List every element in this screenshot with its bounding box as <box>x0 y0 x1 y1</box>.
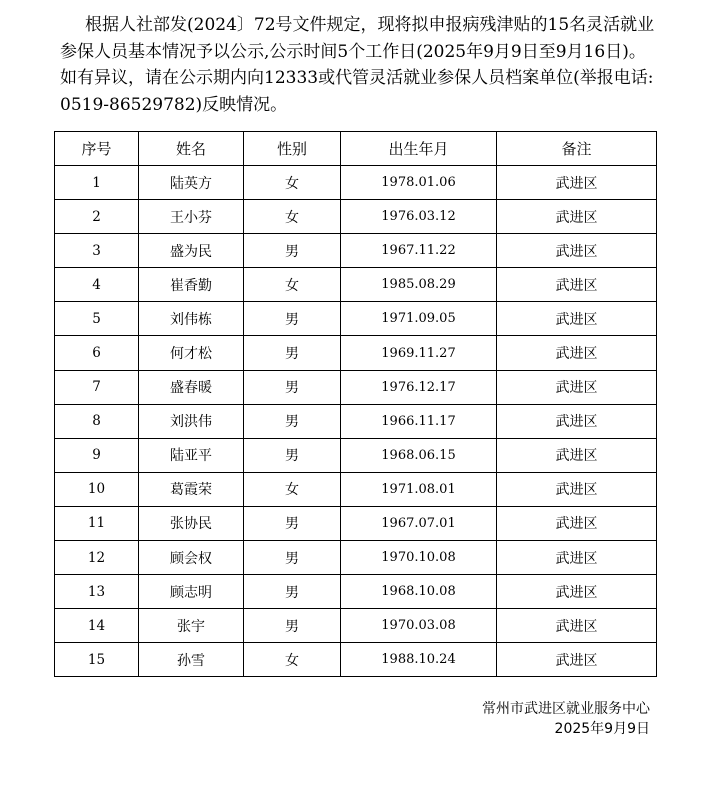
cell-index: 11 <box>55 506 139 540</box>
cell-gender: 女 <box>244 268 341 302</box>
cell-birth-date: 1971.09.05 <box>341 302 497 336</box>
cell-remarks: 武进区 <box>497 370 657 404</box>
cell-index: 13 <box>55 575 139 609</box>
cell-remarks: 武进区 <box>497 302 657 336</box>
cell-remarks: 武进区 <box>497 268 657 302</box>
cell-gender: 男 <box>244 541 341 575</box>
header-gender: 性别 <box>244 132 341 166</box>
table-row <box>55 609 657 643</box>
cell-gender: 男 <box>244 336 341 370</box>
cell-name: 崔香勤 <box>139 268 244 302</box>
cell-remarks: 武进区 <box>497 404 657 438</box>
cell-name: 陆英方 <box>139 166 244 200</box>
cell-birth-date: 1978.01.06 <box>341 166 497 200</box>
cell-birth-date: 1969.11.27 <box>341 336 497 370</box>
cell-name: 顾会权 <box>139 541 244 575</box>
cell-birth-date: 1970.10.08 <box>341 541 497 575</box>
cell-index: 10 <box>55 472 139 506</box>
cell-gender: 男 <box>244 575 341 609</box>
cell-birth-date: 1966.11.17 <box>341 404 497 438</box>
cell-birth-date: 1967.07.01 <box>341 506 497 540</box>
table-row <box>55 404 657 438</box>
cell-gender: 男 <box>244 370 341 404</box>
cell-index: 12 <box>55 541 139 575</box>
cell-gender: 男 <box>244 404 341 438</box>
cell-name: 刘伟栋 <box>139 302 244 336</box>
cell-remarks: 武进区 <box>497 541 657 575</box>
cell-birth-date: 1976.12.17 <box>341 370 497 404</box>
cell-name: 刘洪伟 <box>139 404 244 438</box>
cell-name: 盛为民 <box>139 234 244 268</box>
table-row <box>55 643 657 677</box>
cell-index: 9 <box>55 438 139 472</box>
cell-remarks: 武进区 <box>497 200 657 234</box>
table-row <box>55 268 657 302</box>
cell-remarks: 武进区 <box>497 506 657 540</box>
cell-name: 葛霞荣 <box>139 472 244 506</box>
cell-birth-date: 1988.10.24 <box>341 643 497 677</box>
header-birth-date: 出生年月 <box>341 132 497 166</box>
table-row <box>55 506 657 540</box>
cell-gender: 男 <box>244 609 341 643</box>
cell-index: 2 <box>55 200 139 234</box>
cell-gender: 女 <box>244 166 341 200</box>
cell-gender: 男 <box>244 302 341 336</box>
cell-index: 14 <box>55 609 139 643</box>
cell-index: 15 <box>55 643 139 677</box>
cell-birth-date: 1970.03.08 <box>341 609 497 643</box>
cell-index: 6 <box>55 336 139 370</box>
cell-birth-date: 1967.11.22 <box>341 234 497 268</box>
cell-remarks: 武进区 <box>497 438 657 472</box>
table-row <box>55 336 657 370</box>
table-row <box>55 472 657 506</box>
issuing-organization: 常州市武进区就业服务中心 <box>482 701 650 717</box>
cell-remarks: 武进区 <box>497 472 657 506</box>
cell-gender: 女 <box>244 472 341 506</box>
header-name: 姓名 <box>139 132 244 166</box>
table-row <box>55 370 657 404</box>
header-index: 序号 <box>55 132 139 166</box>
cell-gender: 男 <box>244 234 341 268</box>
cell-birth-date: 1971.08.01 <box>341 472 497 506</box>
table-row <box>55 302 657 336</box>
cell-remarks: 武进区 <box>497 234 657 268</box>
cell-index: 4 <box>55 268 139 302</box>
cell-remarks: 武进区 <box>497 166 657 200</box>
table-row <box>55 438 657 472</box>
table-row <box>55 575 657 609</box>
cell-remarks: 武进区 <box>497 575 657 609</box>
cell-name: 张协民 <box>139 506 244 540</box>
cell-gender: 女 <box>244 200 341 234</box>
cell-index: 8 <box>55 404 139 438</box>
issue-date: 2025年9月9日 <box>554 721 650 737</box>
cell-gender: 男 <box>244 506 341 540</box>
cell-remarks: 武进区 <box>497 609 657 643</box>
table-row <box>55 200 657 234</box>
cell-name: 盛春暖 <box>139 370 244 404</box>
cell-index: 5 <box>55 302 139 336</box>
table-row <box>55 166 657 200</box>
cell-name: 顾志明 <box>139 575 244 609</box>
cell-remarks: 武进区 <box>497 336 657 370</box>
header-remarks: 备注 <box>497 132 657 166</box>
table-row <box>55 541 657 575</box>
table-header-row <box>55 132 657 166</box>
cell-gender: 女 <box>244 643 341 677</box>
cell-remarks: 武进区 <box>497 643 657 677</box>
cell-index: 1 <box>55 166 139 200</box>
cell-name: 陆亚平 <box>139 438 244 472</box>
cell-index: 7 <box>55 370 139 404</box>
cell-birth-date: 1976.03.12 <box>341 200 497 234</box>
applicant-table <box>54 131 657 677</box>
cell-name: 张宇 <box>139 609 244 643</box>
cell-birth-date: 1968.10.08 <box>341 575 497 609</box>
cell-index: 3 <box>55 234 139 268</box>
cell-birth-date: 1985.08.29 <box>341 268 497 302</box>
cell-gender: 男 <box>244 438 341 472</box>
cell-name: 王小芬 <box>139 200 244 234</box>
notice-paragraph: 根据人社部发(2024〕72号文件规定，现将拟申报病残津贴的15名灵活就业参保人员基本情况予以公示,公示时间5个工作日(2025年9月9日至9月16日)。如有异议，请在公示期内向12333或代管灵活就业参保人员档案单位(举报电话:0519-86529782)反映情况。 <box>60 15 655 115</box>
cell-birth-date: 1968.06.15 <box>341 438 497 472</box>
cell-name: 何才松 <box>139 336 244 370</box>
table-row <box>55 234 657 268</box>
cell-name: 孙雪 <box>139 643 244 677</box>
